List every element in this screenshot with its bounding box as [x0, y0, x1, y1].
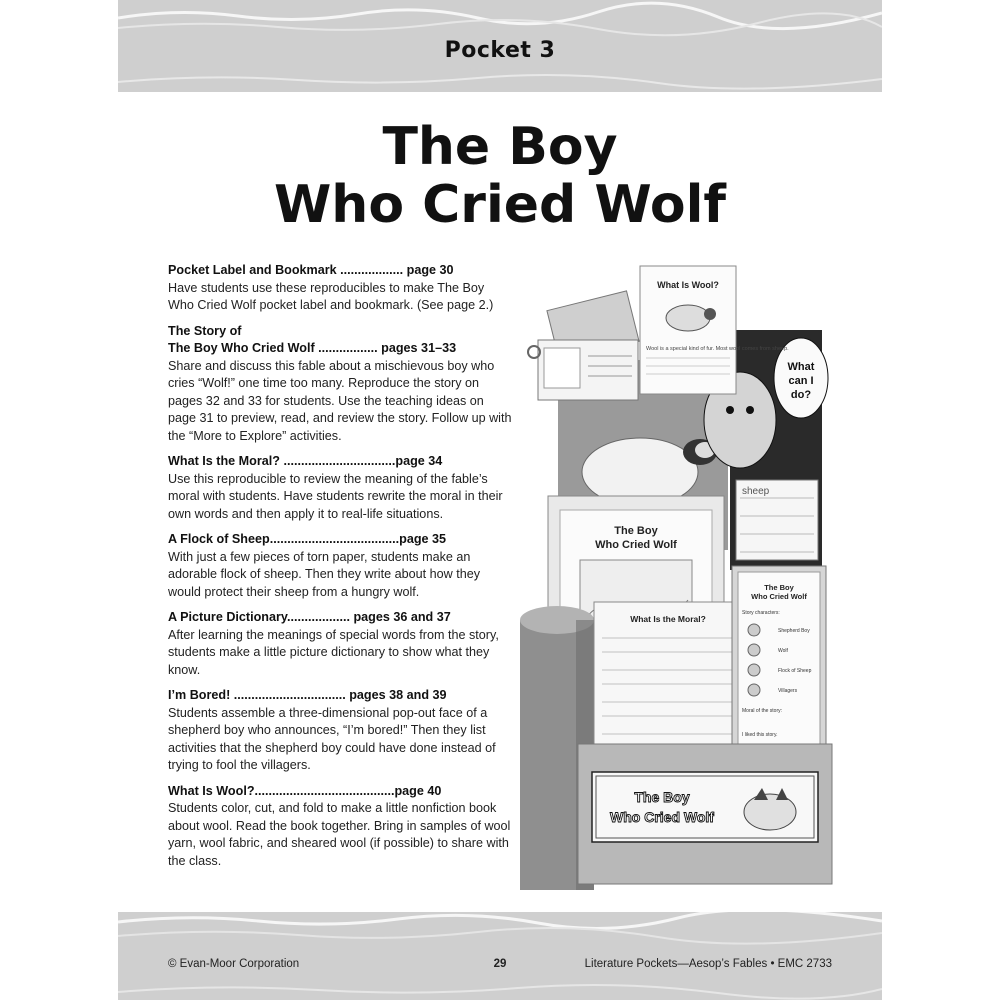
svg-text:The Boy: The Boy: [764, 583, 794, 592]
pocket-label-line-2: Who Cried Wolf: [610, 809, 714, 825]
entry-moral: [168, 453, 513, 523]
svg-text:Wolf: Wolf: [778, 648, 788, 654]
page-title: [118, 118, 882, 234]
entry-heading: [168, 453, 513, 471]
entry-dictionary: [168, 609, 513, 679]
entry-heading: [168, 531, 513, 549]
entry-heading: [168, 609, 513, 627]
entry-story: [168, 323, 513, 446]
svg-text:Flock of Sheep: Flock of Sheep: [778, 668, 812, 674]
project-photo: [518, 260, 836, 900]
wool-booklet-title: What Is Wool?: [657, 280, 719, 290]
entry-flock: [168, 531, 513, 601]
entry-description: Students assemble a three-dimensional pop-out face of a shepherd boy who announces, “I’m bored!” Then they list activities that the shepherd boy could have done instead of trying to fool the villagers.: [168, 705, 496, 772]
wool-booklet-text: Wool is a special kind of fur. Most wool comes from sheep.: [646, 346, 789, 352]
svg-text:do?: do?: [790, 389, 812, 401]
entry-heading: [168, 323, 513, 358]
entry-heading-line: A Picture Dictionary.................. pages 36 and 37: [168, 610, 451, 624]
entry-pocket-label: [168, 262, 513, 315]
svg-text:can I: can I: [788, 375, 814, 387]
moral-sheet-title: What Is the Moral?: [630, 614, 706, 624]
entry-description: After learning the meanings of special words from the story, students make a little picture dictionary to show what they know.: [168, 627, 499, 677]
entry-heading-line: The Boy Who Cried Wolf ................. pages 31–33: [168, 341, 457, 355]
entry-heading-line: A Flock of Sheep.....................................page 35: [168, 532, 447, 546]
entry-heading: [168, 687, 513, 705]
entry-heading-line: I’m Bored! ................................ pages 38 and 39: [168, 688, 447, 702]
svg-text:The Boy: The Boy: [614, 525, 658, 537]
dictionary-cards: [528, 291, 639, 400]
entry-description: Use this reproducible to review the meaning of the fable’s moral with students. Have students rewrite the moral in their own words and then apply it to real-life situations.: [168, 471, 503, 521]
moral-worksheet: [594, 602, 744, 762]
page-number: 29: [493, 958, 507, 970]
entry-heading-line: The Story of: [168, 323, 242, 338]
footer-copyright: © Evan-Moor Corporation: [168, 958, 300, 970]
entry-description: Share and discuss this fable about a mischievous boy who cries “Wolf!” one time too many. Reproduce the story on pages 32 and 33 for students. Use the teaching ideas on page 31 to preview, read, and review the story. Follow up with the “More to Explore” activities.: [168, 358, 512, 443]
svg-text:Moral of the story:: Moral of the story:: [742, 708, 783, 714]
bubble-text: What: [787, 361, 815, 373]
torn-paper-texture: [118, 912, 882, 1000]
pocket: [578, 744, 832, 884]
entry-heading: [168, 262, 513, 280]
entry-heading-line: What Is Wool?........................................page 40: [168, 783, 442, 798]
svg-text:Who Cried Wolf: Who Cried Wolf: [751, 592, 807, 601]
face-notes: sheep: [742, 486, 770, 497]
activity-list: [168, 262, 513, 878]
title-line-2: Who Cried Wolf: [273, 175, 727, 235]
entry-description: With just a few pieces of torn paper, students make an adorable flock of sheep. Then they write about how they would protect their sheep from a hungry wolf.: [168, 549, 481, 599]
entry-wool: [168, 783, 513, 871]
entry-heading-line: Pocket Label and Bookmark .................. page 30: [168, 263, 454, 277]
pocket-label-line-1: The Boy: [634, 789, 690, 805]
svg-text:Shepherd Boy: Shepherd Boy: [778, 628, 810, 634]
footer-book-info: Literature Pockets—Aesop’s Fables • EMC 2733: [584, 958, 832, 970]
entry-description: Have students use these reproducibles to make The Boy Who Cried Wolf pocket label and bookmark. (See page 2.): [168, 280, 494, 312]
entry-heading-line: What Is the Moral? ................................page 34: [168, 454, 443, 468]
svg-text:Villagers: Villagers: [778, 688, 798, 694]
title-line-1: The Boy: [382, 117, 618, 177]
entry-bored: [168, 687, 513, 775]
entry-description: Students color, cut, and fold to make a little nonfiction book about wool. Read the book together. Bring in samples of wool yarn, wool fabric, and sheared wool (if possible) to share with the class.: [168, 801, 511, 868]
pocket-heading: Pocket 3: [444, 38, 556, 63]
svg-text:Who Cried Wolf: Who Cried Wolf: [595, 539, 677, 551]
entry-heading: [168, 783, 513, 801]
svg-text:I liked this story.: I liked this story.: [742, 732, 778, 738]
svg-text:Story characters:: Story characters:: [742, 610, 780, 616]
footer-band: [118, 912, 882, 1000]
bookmark: [732, 566, 826, 762]
